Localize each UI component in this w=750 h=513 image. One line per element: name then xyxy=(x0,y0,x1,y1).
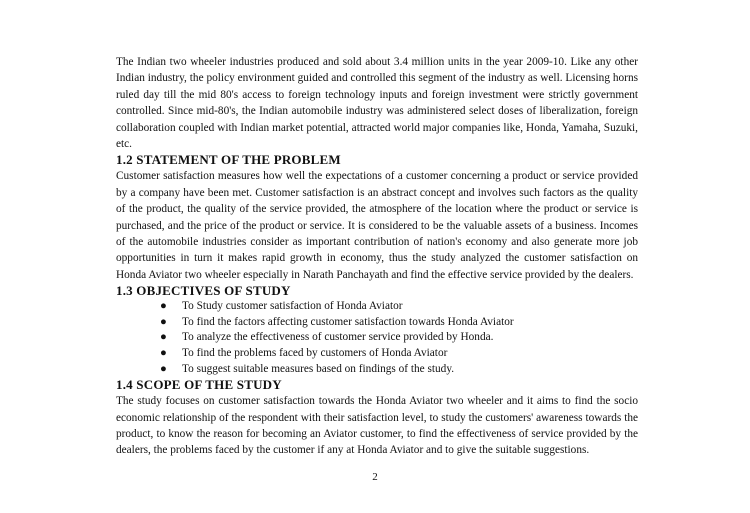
objectives-list xyxy=(116,299,638,377)
list-item xyxy=(116,330,638,346)
list-item xyxy=(116,346,638,362)
scope-paragraph: The study focuses on customer satisfaction towards the Honda Aviator two wheeler and it aims to find the socio economic relationship of the respondent with their satisfaction level, to study the customers' awareness towards the product, to know the reason for becoming an Aviator customer, to find the effectiveness of service provided by the dealers, the problems faced by the customer if any at Honda Aviator and to give the suitable suggestions. xyxy=(116,395,638,457)
problem-paragraph: Customer satisfaction measures how well the expectations of a customer concerning a product or service provided by a company have been met. Customer satisfaction is an abstract concept and involves such factors as the quality of the product, the quality of the service provided, the atmosphere of the location where the product or service is purchased, and the price of the product or service. It is considered to be the valuable assets of a business. Incomes of the automobile industries consider as important contribution of nation's economy and also generate more job opportunities in turn it makes rapid growth in economy, thus the study analyzed the customer satisfaction on Honda Aviator two wheeler especially in Narath Panchayath and find the effective service provided by the dealers. xyxy=(116,170,638,281)
bullet-icon: ● xyxy=(160,331,167,344)
list-item-text: To Study customer satisfaction of Honda Aviator xyxy=(182,300,403,313)
list-item xyxy=(116,299,638,315)
list-item-text: To find the factors affecting customer satisfaction towards Honda Aviator xyxy=(182,315,514,328)
list-item-text: To find the problems faced by customers of Honda Aviator xyxy=(182,347,448,360)
bullet-icon: ● xyxy=(160,315,167,328)
page-content xyxy=(116,54,638,459)
intro-paragraph: The Indian two wheeler industries produced and sold about 3.4 million units in the year 2009-10. Like any other Indian industry, the policy environment guided and controlled this segment of the industry as well. Licensing horns ruled day till the mid 80's access to foreign technology inputs and foreign investment were strictly government controlled. Since mid-80's, the Indian automobile industry was administered select doses of liberalization, foreign collaboration coupled with Indian market potential, attracted world major companies like, Honda, Yamaha, Suzuki, etc. xyxy=(116,56,638,151)
bullet-icon: ● xyxy=(160,347,167,360)
bullet-icon: ● xyxy=(160,300,167,313)
list-item-text: To analyze the effectiveness of customer service provided by Honda. xyxy=(182,331,494,344)
problem-heading: 1.2 STATEMENT OF THE PROBLEM xyxy=(116,152,341,168)
page-number: 2 xyxy=(372,471,378,483)
bullet-icon: ● xyxy=(160,362,167,375)
list-item xyxy=(116,362,638,378)
list-item-text: To suggest suitable measures based on findings of the study. xyxy=(182,362,455,375)
scope-heading: 1.4 SCOPE OF THE STUDY xyxy=(116,377,282,393)
objectives-heading: 1.3 OBJECTIVES OF STUDY xyxy=(116,283,291,299)
list-item xyxy=(116,315,638,331)
